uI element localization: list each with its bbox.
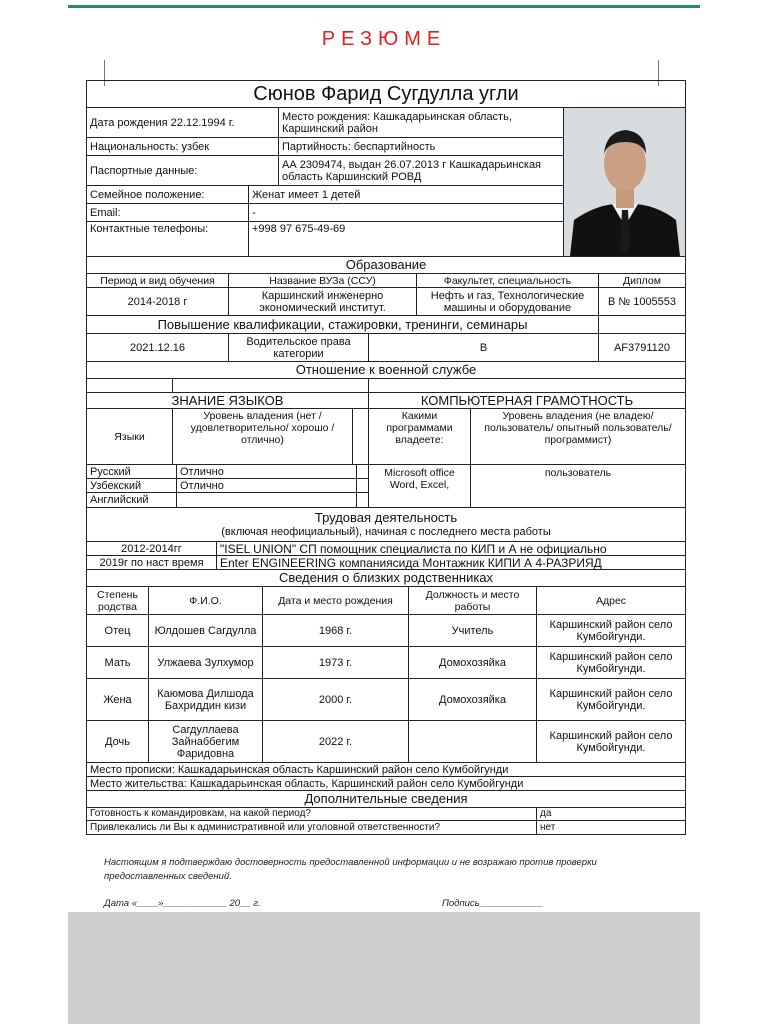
passport-value: АА 2309474, выдан 26.07.2013 г Кашкадарьинская область Каршинский РОВД <box>282 158 542 183</box>
lang-col-language: Языки <box>87 409 173 464</box>
rel-job: Домохозяйка <box>409 679 537 720</box>
rel-birth: 2022 г. <box>263 721 409 762</box>
residence-value: Кашкадарьинская область, Каршинский район село Кумбойгунди <box>189 777 524 790</box>
military-header: Отношение к военной службе <box>87 362 685 379</box>
edu-col-diploma: Диплом <box>623 274 661 287</box>
registration-label: Место прописки: <box>90 763 175 776</box>
rel-name: Улжаева Зулхумор <box>149 647 263 678</box>
qual-category: В <box>369 334 599 361</box>
work-description: Enter ENGINEERING компаниясида Монтажник КИПИ А 4-РАЗРИЯД <box>220 555 602 570</box>
rel-degree: Дочь <box>87 721 149 762</box>
residence-label: Место жительства: <box>90 777 187 790</box>
rel-birth: 2000 г. <box>263 679 409 720</box>
family-label: Семейное положение: <box>87 186 249 203</box>
rel-birth: 1973 г. <box>263 647 409 678</box>
language-and-computer-body <box>87 465 685 508</box>
passport-label: Паспортные данные: <box>87 156 279 185</box>
rel-col-degree: Степень родства <box>87 587 149 614</box>
rel-address: Каршинский район село Кумбойгунди. <box>549 687 673 712</box>
rel-col-address: Адрес <box>595 594 627 607</box>
residence-cell <box>87 777 685 790</box>
rel-name: Сагдуллаева Зайнаббегим Фаридовна <box>149 721 263 762</box>
family-value: Женат имеет 1 детей <box>252 188 361 201</box>
profile-photo <box>563 108 685 256</box>
computer-header: КОМПЬЮТЕРНАЯ ГРАМОТНОСТЬ <box>420 392 634 408</box>
edu-diploma: В № 1005553 <box>607 295 677 308</box>
document-title: РЕЗЮМЕ <box>321 28 447 50</box>
work-header: Трудовая деятельность <box>314 510 458 525</box>
party: Партийность: беспартийность <box>282 140 436 153</box>
edu-faculty: Нефть и газ, Технологические машины и оборудование <box>417 288 599 315</box>
rel-name: Юлдошев Сагдулла <box>149 615 263 646</box>
lang-level: Отлично <box>177 479 357 492</box>
additional-header: Дополнительные сведения <box>87 791 685 808</box>
signature-line: Подпись____________ <box>442 898 544 909</box>
work-description: "ISEL UNION" СП помощник специалиста по КИП и А не официально <box>220 541 607 556</box>
birthplace: Место рождения: Кашкадарьинская область, Каршинский район <box>282 110 512 135</box>
lang-name: Русский <box>87 465 177 478</box>
work-subheader: (включая неофициальный), начиная с последнего места работы <box>221 526 551 538</box>
nationality-cell <box>87 138 279 155</box>
lang-level: Отлично <box>177 465 357 478</box>
lang-name: Английский <box>87 493 177 507</box>
email-value: - <box>252 206 256 219</box>
top-accent-bar <box>68 0 700 8</box>
additional-answer: нет <box>540 821 556 833</box>
qual-number: AF3791120 <box>613 341 671 354</box>
lang-level <box>177 493 357 507</box>
relative-row <box>87 647 685 679</box>
additional-question: Привлекались ли Вы к административной или уголовной ответственности? <box>87 821 537 834</box>
confirmation-note: Настоящим я подтверждаю достоверность предоставленной информации и не возражаю против проверки предоставленных сведений. <box>104 857 597 882</box>
comp-col-level: Уровень владения (не владею/пользователь/ опытный пользователь/ программист) <box>484 410 672 446</box>
rel-job <box>409 721 537 762</box>
rel-degree: Отец <box>87 615 149 646</box>
registration-value: Кашкадарьинская область Каршинский район село Кумбойгунди <box>177 763 509 776</box>
page-bottom-gap <box>68 912 700 1024</box>
personal-block <box>87 108 685 256</box>
edu-col-period: Период и вид обучения <box>87 274 229 287</box>
resume-page <box>68 8 700 912</box>
additional-answer: да <box>540 808 552 819</box>
rel-address: Каршинский район село Кумбойгунди. <box>549 650 673 675</box>
nationality-value: узбек <box>181 140 210 153</box>
rel-address: Каршинский район село Кумбойгунди. <box>549 618 673 643</box>
email-label: Email: <box>87 204 249 221</box>
rel-col-name: Ф.И.О. <box>149 587 263 614</box>
edu-period: 2014-2018 г <box>87 288 229 315</box>
lang-name: Узбекский <box>87 479 177 492</box>
work-period: 2019г по наст время <box>87 556 217 569</box>
nationality-label: Национальность: <box>90 140 179 153</box>
birth-date-cell <box>87 108 279 137</box>
relatives-header: Сведения о близких родственниках <box>87 570 685 587</box>
comp-col-programs: Какими программами владеете: <box>369 409 471 464</box>
rel-address: Каршинский район село Кумбойгунди. <box>549 729 673 754</box>
registration-cell <box>87 763 685 776</box>
rel-job: Домохозяйка <box>409 647 537 678</box>
birth-label: Дата рождения <box>90 116 168 129</box>
comp-programs: Microsoft office Word, Excel, <box>369 465 471 507</box>
rel-col-birth: Дата и место рождения <box>263 587 409 614</box>
full-name: Сюнов Фарид Сугдулла угли <box>87 81 685 108</box>
education-header: Образование <box>87 256 685 274</box>
relative-row <box>87 679 685 721</box>
edu-col-institution: Название ВУЗа (ССУ) <box>229 274 417 287</box>
relative-row <box>87 721 685 763</box>
phone-label: Контактные телефоны: <box>87 222 249 256</box>
edu-institution: Каршинский инженерно экономический институт. <box>229 288 417 315</box>
rel-col-job: Должность и место работы <box>409 587 537 614</box>
rel-degree: Мать <box>87 647 149 678</box>
date-line: Дата «____»____________ 20__ г. <box>104 898 261 909</box>
rel-birth: 1968 г. <box>263 615 409 646</box>
resume-form <box>86 80 686 835</box>
comp-level: пользователь <box>544 467 612 479</box>
edu-col-faculty: Факультет, специальность <box>417 274 599 287</box>
phone-value: +998 97 675-49-69 <box>252 223 346 235</box>
rel-name: Каюмова Дилшода Бахриддин кизи <box>149 679 263 720</box>
birth-value: 22.12.1994 г. <box>170 116 235 129</box>
rel-job: Учитель <box>409 615 537 646</box>
lang-col-level: Уровень владения (нет / удовлетворительно/ хорошо / отлично) <box>173 409 353 464</box>
rel-degree: Жена <box>87 679 149 720</box>
languages-header: ЗНАНИЕ ЯЗЫКОВ <box>87 393 369 408</box>
work-period: 2012-2014гг <box>87 542 217 555</box>
qual-date: 2021.12.16 <box>87 334 229 361</box>
qual-name: Водительское права категории <box>229 334 369 361</box>
additional-question: Готовность к командировкам, на какой период? <box>87 808 537 820</box>
qualification-header: Повышение квалификации, стажировки, тренинги, семинары <box>87 316 599 333</box>
relative-row <box>87 615 685 647</box>
